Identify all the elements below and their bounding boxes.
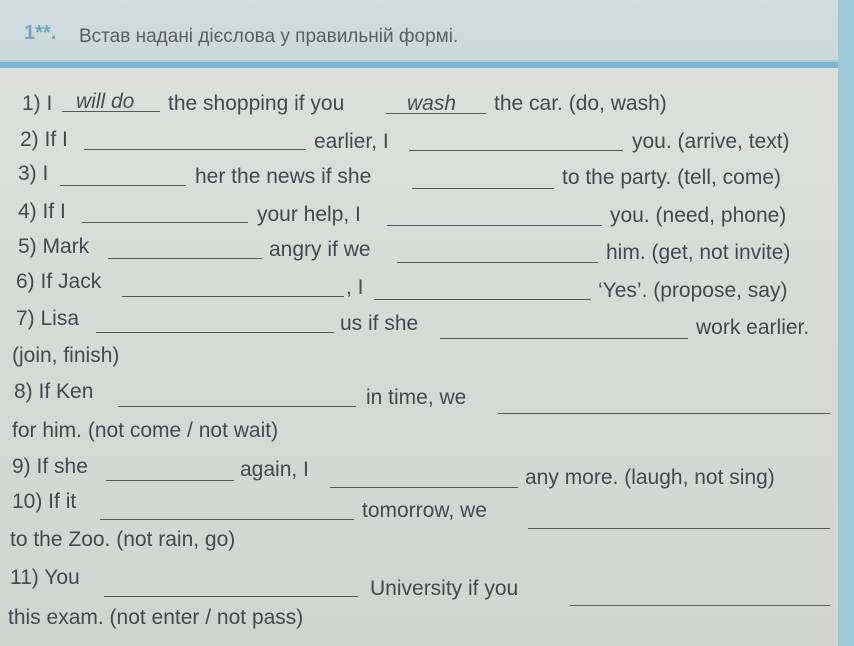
- item-7-start: 7) Lisa: [16, 307, 80, 330]
- item-3-end: to the party. (tell, come): [562, 166, 782, 189]
- item-1-blank-1: [62, 111, 160, 112]
- item-6-blank-2: [374, 299, 591, 300]
- item-8-blank-2: [498, 413, 830, 414]
- exercise-number: 1**.: [24, 22, 57, 44]
- item-9-blank-1: [106, 480, 234, 481]
- item-3-middle: her the news if she: [195, 165, 372, 188]
- item-7-end: work earlier.: [696, 316, 810, 339]
- item-1-blank-2: [386, 113, 486, 114]
- item-2-end: you. (arrive, text): [632, 130, 790, 153]
- item-11-start: 11) You: [10, 566, 80, 589]
- item-11-middle: University if you: [370, 577, 519, 600]
- item-1-middle: the shopping if you: [168, 92, 345, 115]
- item-2-blank-2: [409, 150, 623, 151]
- item-11-blank-2: [570, 605, 830, 606]
- item-5-start: 5) Mark: [18, 235, 90, 258]
- item-4-blank-1: [82, 222, 248, 223]
- item-10-verbs: to the Zoo. (not rain, go): [10, 528, 236, 551]
- item-4-blank-2: [387, 225, 602, 226]
- item-6-blank-1: [122, 296, 344, 297]
- item-4-middle: your help, I: [257, 203, 361, 226]
- item-1-end: the car. (do, wash): [494, 92, 667, 115]
- item-9-end: any more. (laugh, not sing): [525, 466, 775, 489]
- item-11-verbs: this exam. (not enter / not pass): [8, 606, 304, 629]
- item-3-blank-2: [412, 188, 554, 189]
- item-1-answer-2: wash: [407, 92, 457, 115]
- item-9-blank-2: [330, 487, 518, 488]
- item-10-middle: tomorrow, we: [362, 499, 487, 522]
- item-6-middle: , I: [346, 276, 364, 299]
- item-7-verbs: (join, finish): [12, 344, 120, 367]
- item-8-start: 8) If Ken: [14, 380, 94, 403]
- item-6-start: 6) If Jack: [16, 270, 102, 293]
- item-2-start: 2) If I: [20, 128, 68, 151]
- item-7-blank-1: [96, 332, 334, 333]
- item-5-middle: angry if we: [269, 238, 371, 261]
- item-10-start: 10) If it: [12, 490, 77, 513]
- item-5-end: him. (get, not invite): [606, 241, 791, 264]
- item-10-blank-2: [528, 528, 830, 529]
- item-2-blank-1: [84, 149, 306, 150]
- exercise-instruction: Встав надані дієслова у правильній формі.: [79, 26, 459, 47]
- item-7-middle: us if she: [340, 312, 419, 335]
- item-3-blank-1: [60, 185, 186, 186]
- item-8-verbs: for him. (not come / not wait): [12, 419, 279, 442]
- item-8-blank-1: [118, 406, 356, 407]
- page-edge-stripe: [838, 0, 854, 646]
- item-1-start: 1) I: [22, 92, 53, 115]
- item-9-middle: again, I: [240, 458, 309, 481]
- item-3-start: 3) I: [18, 162, 49, 185]
- item-5-blank-2: [397, 262, 598, 263]
- item-2-middle: earlier, I: [314, 130, 389, 153]
- item-9-start: 9) If she: [12, 455, 88, 478]
- item-5-blank-1: [108, 258, 262, 259]
- item-1-answer-1: will do: [76, 90, 135, 113]
- item-4-end: you. (need, phone): [610, 204, 787, 227]
- item-8-middle: in time, we: [366, 386, 467, 409]
- item-11-blank-1: [104, 596, 358, 597]
- header-divider: [0, 62, 854, 68]
- item-6-end: ‘Yes’. (propose, say): [598, 279, 788, 302]
- item-7-blank-2: [440, 338, 688, 339]
- item-10-blank-1: [100, 519, 354, 520]
- item-4-start: 4) If I: [18, 200, 66, 223]
